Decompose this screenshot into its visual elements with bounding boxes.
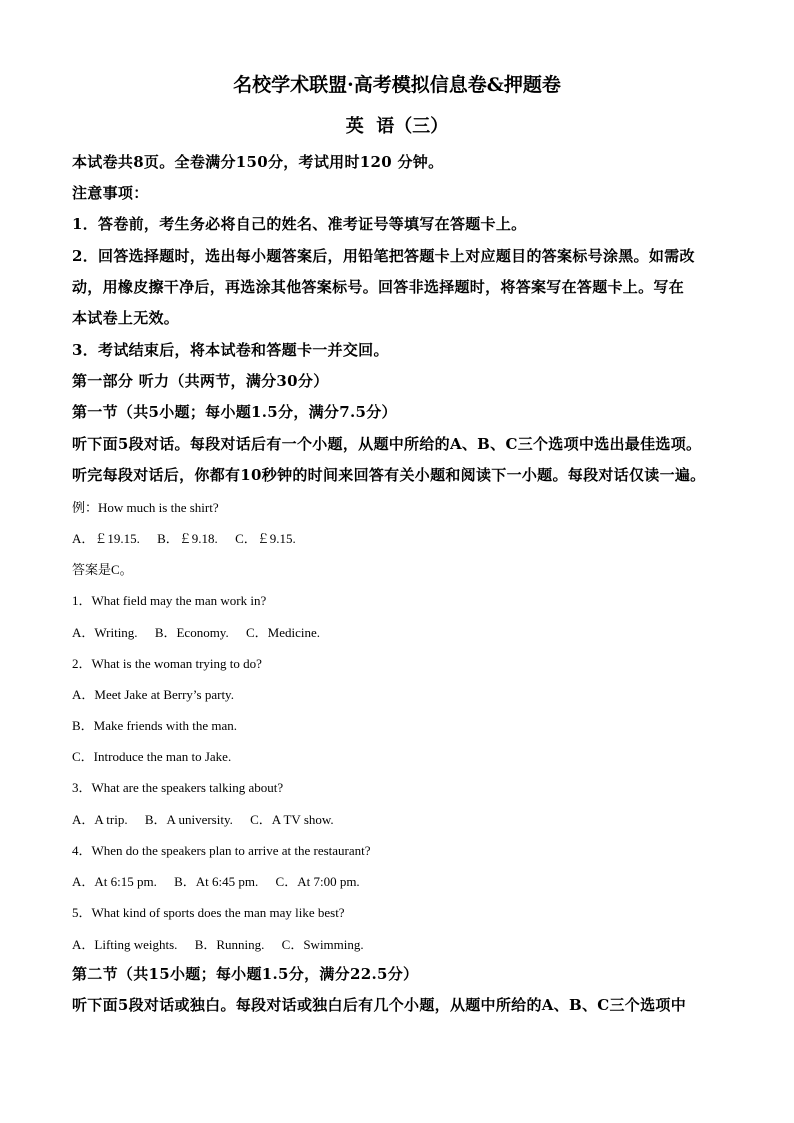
notice-heading: 注意事项：: [72, 184, 149, 202]
intro-line: 本试卷共8页。全卷满分150分，考试用时120 分钟。: [72, 153, 444, 171]
option-a: A．Lifting weights.: [72, 937, 178, 952]
notice-item-3: 3．考试结束后，将本试卷和答题卡一并交回。: [72, 341, 389, 359]
option-a: A．At 6:15 pm.: [72, 874, 157, 889]
question-2-option-a: A．Meet Jake at Berry’s party.: [72, 687, 234, 702]
section2-heading: 第二节（共15小题；每小题1.5分，满分22.5分）: [72, 965, 419, 983]
option-b: B．Running.: [194, 937, 265, 952]
section2-instruction-a: 听下面5段对话或独白。每段对话或独白后有几个小题，从题中所给的A、B、C三个选项中: [72, 996, 686, 1014]
option-c: C．At 7:00 pm.: [275, 874, 360, 889]
section1-heading: 第一节（共5小题；每小题1.5分，满分7.5分）: [72, 403, 397, 421]
option-a: A．Writing.: [72, 625, 138, 640]
notice-item-2-line-a: 2．回答选择题时，选出每小题答案后，用铅笔把答题卡上对应题目的答案标号涂黑。如需改: [72, 247, 695, 265]
example-question: 例：How much is the shirt?: [72, 500, 219, 515]
notice-item-1: 1．答卷前，考生务必将自己的姓名、准考证号等填写在答题卡上。: [72, 215, 527, 233]
notice-item-2-line-c: 本试卷上无效。: [72, 309, 180, 327]
exam-subject-title: 英 语（三）: [345, 116, 449, 137]
question-3: 3．What are the speakers talking about?: [72, 780, 284, 795]
option-c: C．A TV show.: [250, 812, 334, 827]
option-c: C．Swimming.: [281, 937, 364, 952]
option-b: B．A university.: [144, 812, 233, 827]
section1-instruction-b: 听完每段对话后，你都有10秒钟的时间来回答有关小题和阅读下一小题。每段对话仅读一遍。: [72, 466, 706, 484]
exam-title: 名校学术联盟·高考模拟信息卷&押题卷: [233, 74, 561, 96]
option-a: A．￡19.15.: [72, 531, 140, 546]
question-2-option-b: B．Make friends with the man.: [72, 718, 237, 733]
question-3-options: [72, 809, 334, 828]
question-1-options: [72, 622, 320, 641]
option-b: B．￡9.18.: [157, 531, 218, 546]
part1-heading: 第一部分 听力（共两节，满分30分）: [72, 372, 329, 390]
question-2-option-c: C．Introduce the man to Jake.: [72, 749, 232, 764]
option-a: A．A trip.: [72, 812, 128, 827]
notice-item-2-line-b: 动，用橡皮擦干净后，再选涂其他答案标号。回答非选择题时，将答案写在答题卡上。写在: [72, 278, 685, 296]
option-b: B．Economy.: [154, 625, 229, 640]
question-4: 4．When do the speakers plan to arrive at the restaurant?: [72, 843, 371, 858]
option-c: C．Medicine.: [245, 625, 320, 640]
question-1: 1．What field may the man work in?: [72, 593, 267, 608]
question-2: 2．What is the woman trying to do?: [72, 656, 262, 671]
question-5-options: [72, 934, 364, 953]
option-c: C．￡9.15.: [235, 531, 296, 546]
section1-instruction-a: 听下面5段对话。每段对话后有一个小题，从题中所给的A、B、C三个选项中选出最佳选项。: [72, 435, 702, 453]
example-options: [72, 528, 296, 547]
question-4-options: [72, 871, 360, 890]
option-b: B．At 6:45 pm.: [174, 874, 259, 889]
question-5: 5．What kind of sports does the man may like best?: [72, 905, 345, 920]
example-answer: 答案是C。: [72, 562, 133, 577]
